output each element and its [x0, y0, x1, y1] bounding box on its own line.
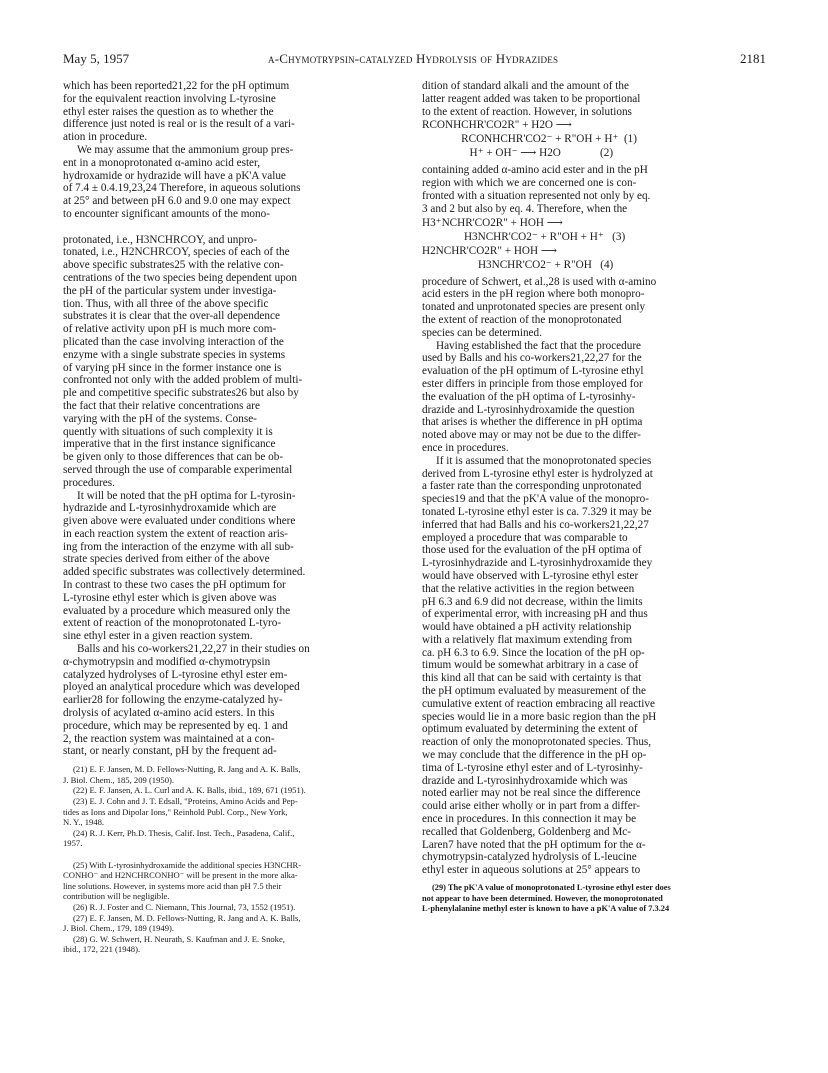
- footnote-line: tides as Ions and Dipolar Ions," Reinhold Publ. Corp., New York,: [63, 806, 288, 817]
- text-line: served through the use of comparable experimental: [63, 463, 293, 476]
- footnote-line: ibid., 172, 221 (1948).: [63, 944, 141, 955]
- text-line: varying with the pH of the systems. Conse-: [63, 412, 257, 425]
- text-line: those used for the evaluation of the pH optima of: [422, 544, 642, 557]
- footnote-line: J. Biol. Chem., 185, 209 (1950).: [63, 774, 175, 785]
- equation-line: H3⁺NCHR'CO2R" + HOH ⟶: [422, 216, 563, 229]
- text-line: to encounter significant amounts of the mono-: [63, 207, 270, 220]
- equation-line: RCONHCHR'CO2⁻ + R"OH + H⁺ (1): [422, 133, 637, 146]
- text-line: centrations of the two species being dependent upon: [63, 271, 297, 284]
- text-line: catalyzed hydrolyses of L-tyrosine ethyl ester em-: [63, 668, 288, 681]
- text-line: added specific substrates was collectively determined.: [63, 566, 306, 579]
- text-line: ing from the interaction of the enzyme with all sub-: [63, 540, 294, 553]
- footnote-line: (28) G. W. Schwert, H. Neurath, S. Kaufman and J. E. Snoke,: [73, 933, 285, 944]
- text-line: the fact that their relative concentrations are: [63, 399, 260, 412]
- footnote-line: J. Biol. Chem., 179, 189 (1949).: [63, 923, 175, 934]
- text-line: ent in a monoprotonated α-amino acid ester,: [63, 156, 261, 169]
- text-line: imperative that in the first instance significance: [63, 438, 276, 451]
- footnote-line: (26) R. J. Foster and C. Niemann, This Journal, 73, 1552 (1951).: [73, 901, 296, 912]
- text-line: for the equivalent reaction involving L-tyrosine: [63, 92, 276, 105]
- text-line: protonated, i.e., H3NCHRCOY, and unpro-: [63, 233, 257, 246]
- text-line: we may conclude that the difference in the pH op-: [422, 749, 647, 762]
- text-line: region with which we are concerned one is con-: [422, 177, 637, 190]
- text-line: which has been reported21,22 for the pH optimum: [63, 80, 290, 92]
- text-line: with a relatively flat maximum extending from: [422, 633, 633, 646]
- text-line: that the relative activities in the region between: [422, 582, 635, 595]
- text-line: strate species derived from either of the above: [63, 553, 270, 566]
- text-line: dition of standard alkali and the amount of the: [422, 80, 629, 92]
- text-line: earlier28 for following the enzyme-catalyzed hy-: [63, 694, 283, 707]
- text-line: ation in procedure.: [63, 131, 148, 144]
- text-line: species can be determined.: [422, 326, 542, 339]
- text-line: inferred that had Balls and his co-workers21,22,27: [422, 518, 649, 531]
- footnote-line: contribution will be negligible.: [63, 891, 170, 902]
- text-line: used by Balls and his co-workers21,22,27 for the: [422, 352, 642, 365]
- text-line: drazide and L-tyrosinhydroxamide the question: [422, 403, 635, 416]
- footnote-line: (25) With L-tyrosinhydroxamide the additional species H3NCHR-: [73, 859, 302, 870]
- text-line: optimum evaluated by determining the extent of: [422, 723, 638, 736]
- text-line: confronted not only with the added problem of multi-: [63, 374, 303, 387]
- left-footnotes: [63, 764, 409, 955]
- text-line: 2, the reaction system was maintained at a con-: [63, 732, 275, 745]
- text-line: Laren7 have noted that the pH optimum for the α-: [422, 838, 646, 851]
- text-line: ester differs in principle from those employed for: [422, 377, 643, 390]
- footnote-line: (21) E. F. Jansen, M. D. Fellows-Nutting, R. Jang and A. K. Balls,: [73, 764, 301, 775]
- left-column: [63, 80, 409, 1040]
- text-line: In contrast to these two cases the pH optimum for: [63, 579, 286, 592]
- text-line: plicated than the case involving interaction of the: [63, 335, 284, 348]
- equation-line: H⁺ + OH⁻ ⟶ H2O (2): [422, 147, 614, 160]
- text-line: procedures.: [63, 476, 115, 489]
- text-line: tonated L-tyrosine ethyl ester is ca. 7.329 it may be: [422, 505, 652, 518]
- text-line: quently with situations of such complexity it is: [63, 425, 273, 438]
- text-line: recalled that Goldenberg, Goldenberg and Mc-: [422, 825, 631, 838]
- text-line: of experimental error, with increasing pH and thus: [422, 608, 648, 621]
- footnote-line: N. Y., 1948.: [63, 817, 105, 828]
- text-line: substrates it is clear that the over-all dependence: [63, 310, 280, 323]
- text-line: that arises is whether the difference in pH optima: [422, 416, 643, 429]
- text-line: pH 6.3 and 6.9 did not decrease, within the limits: [422, 595, 643, 608]
- text-line: procedure of Schwert, et al.,28 is used with α-amino: [422, 275, 657, 288]
- footnote-line: (29) The pK'A value of monoprotonated L-tyrosine ethyl ester does: [432, 883, 671, 893]
- text-line: of 7.4 ± 0.4.19,23,24 Therefore, in aqueous solutions: [63, 182, 301, 195]
- text-line: ple and competitive specific substrates26 but also by: [63, 387, 299, 400]
- text-line: to the extent of reaction. However, in solutions: [422, 105, 632, 118]
- text-line: reaction of only the monoprotonated species. Thus,: [422, 736, 652, 749]
- equations-1-2: [422, 118, 768, 160]
- text-line: would have observed with L-tyrosine ethyl ester: [422, 569, 639, 582]
- right-footnotes: [422, 883, 768, 915]
- text-line: We may assume that the ammonium group pres-: [77, 143, 294, 156]
- text-line: ence in procedures.: [422, 441, 509, 454]
- text-line: 3 and 2 but also by eq. 4. Therefore, when the: [422, 202, 628, 215]
- text-line: hydroxamide or hydrazide will have a pK'A value: [63, 169, 286, 182]
- running-title: α-Chymotrypsin-catalyzed Hydrolysis of Hydrazides: [268, 51, 559, 66]
- right-column-mid: [422, 164, 768, 215]
- text-line: If it is assumed that the monoprotonated species: [436, 454, 652, 467]
- right-column-top: [422, 80, 768, 118]
- right-column: [422, 80, 768, 1040]
- text-line: derived from L-tyrosine ethyl ester is hydrolyzed at: [422, 467, 653, 480]
- text-line: sine ethyl ester in a given reaction system.: [63, 630, 253, 643]
- equation-line: H3NCHR'CO2⁻ + R"OH + H⁺ (3): [422, 230, 626, 243]
- text-line: the extent of reaction of the monoprotonated: [422, 313, 622, 326]
- text-line: ethyl ester raises the question as to whether the: [63, 105, 274, 118]
- text-line: [63, 221, 409, 234]
- left-column-body: [63, 80, 409, 758]
- text-line: timum would be somewhat arbitrary in a case of: [422, 659, 639, 672]
- footnote-line: L-phenylalanine methyl ester is known to have a pK'A value of 7.3.24: [422, 904, 670, 914]
- text-line: latter reagent added was taken to be proportional: [422, 92, 641, 105]
- text-line: could arise either wholly or in part from a differ-: [422, 800, 640, 813]
- text-line: Balls and his co-workers21,22,27 in their studies on: [77, 643, 310, 656]
- text-line: the pH optimum evaluated by measurement of the: [422, 685, 646, 698]
- equation-line: RCONHCHR'CO2R" + H2O ⟶: [422, 119, 572, 132]
- text-line: of relative activity upon pH is much more com-: [63, 323, 277, 336]
- text-line: containing added α-amino acid ester and in the pH: [422, 164, 648, 177]
- text-line: ence in procedures. In this connection it may be: [422, 813, 637, 826]
- footnote-line: (23) E. J. Cohn and J. T. Edsall, "Proteins, Amino Acids and Pep-: [73, 796, 298, 807]
- equation-line: H3NCHR'CO2⁻ + R"OH (4): [422, 258, 614, 271]
- text-line: hydrazide and L-tyrosinhydroxamide which are: [63, 502, 277, 515]
- footnote-line: line solutions. However, in systems more acid than pH 7.5 their: [63, 880, 282, 891]
- right-column-rest: [422, 276, 768, 877]
- footnote-line: 1957.: [63, 838, 83, 849]
- text-line: tima of L-tyrosine ethyl ester and of L-tyrosinhy-: [422, 761, 643, 774]
- text-line: drazide and L-tyrosinhydroxamide which was: [422, 774, 628, 787]
- footnote-line: not appear to have been determined. However, the monoprotonated: [422, 893, 663, 903]
- header-date: May 5, 1957: [63, 51, 130, 66]
- text-line: the pH of the particular system under investiga-: [63, 284, 277, 297]
- text-line: noted above may or may not be due to the differ-: [422, 429, 641, 442]
- text-line: species would lie in a more basic region than the pH: [422, 710, 657, 723]
- text-line: the evaluation of the pH optima of L-tyrosinhy-: [422, 390, 636, 403]
- text-line: drolysis of acylated α-amino acid esters. In this: [63, 707, 275, 720]
- text-line: fronted with a situation represented not only by eq.: [422, 189, 651, 202]
- text-line: noted earlier may not be real since the difference: [422, 787, 641, 800]
- text-line: given above were evaluated under conditions where: [63, 515, 296, 528]
- text-line: difference just noted is real or is the result of a vari-: [63, 118, 295, 131]
- equation-line: H2NCHR'CO2R" + HOH ⟶: [422, 244, 557, 257]
- footnote-line: (27) E. F. Jansen, M. D. Fellows-Nutting, R. Jang and A. K. Balls,: [73, 912, 301, 923]
- text-line: ca. pH 6.3 to 6.9. Since the location of the pH op-: [422, 646, 645, 659]
- text-line: acid esters in the pH region where both monopro-: [422, 288, 645, 301]
- text-line: tonated and unprotonated species are present only: [422, 301, 646, 314]
- text-line: of varying pH since in the former instance one is: [63, 361, 282, 374]
- text-line: It will be noted that the pH optima for L-tyrosin-: [77, 489, 296, 502]
- footnote-line: CONHO⁻ and H2NCHRCONHO⁻ will be present in the more alka-: [63, 870, 298, 881]
- page-number: 2181: [740, 51, 766, 66]
- text-line: chymotrypsin-catalyzed hydrolysis of L-leucine: [422, 851, 637, 864]
- equations-3-4: [422, 216, 768, 272]
- text-line: tonated, i.e., H2NCHRCOY, species of each of the: [63, 246, 290, 259]
- text-line: ployed an analytical procedure which was developed: [63, 681, 300, 694]
- text-line: procedure, which may be represented by eq. 1 and: [63, 719, 288, 732]
- text-line: above specific substrates25 with the relative con-: [63, 259, 284, 272]
- text-line: stant, or nearly constant, pH by the frequent ad-: [63, 745, 277, 758]
- footnote-line: [63, 849, 409, 860]
- text-line: this kind all that can be said with certainty is that: [422, 672, 642, 685]
- text-line: tion. Thus, with all three of the above specific: [63, 297, 269, 310]
- text-line: evaluated by a procedure which measured only the: [63, 604, 291, 617]
- text-line: employed a procedure that was comparable to: [422, 531, 628, 544]
- text-line: extent of reaction of the monoprotonated L-tyro-: [63, 617, 282, 630]
- text-line: enzyme with a single substrate species in systems: [63, 348, 286, 361]
- text-line: species19 and that the pK'A value of the monopro-: [422, 493, 649, 506]
- footnote-line: (22) E. F. Jansen, A. L. Curl and A. K. Balls, ibid., 189, 671 (1951).: [73, 785, 306, 796]
- text-line: ethyl ester in aqueous solutions at 25° appears to: [422, 864, 641, 877]
- text-line: Having established the fact that the procedure: [436, 339, 642, 352]
- text-line: α-chymotrypsin and modified α-chymotrypsin: [63, 655, 271, 668]
- text-line: at 25° and between pH 6.0 and 9.0 one may expect: [63, 195, 291, 208]
- text-line: cumulative extent of reaction embracing all reactive: [422, 697, 655, 710]
- footnote-line: (24) R. J. Kerr, Ph.D. Thesis, Calif. Inst. Tech., Pasadena, Calif.,: [73, 827, 295, 838]
- text-line: L-tyrosine ethyl ester which is given above was: [63, 591, 277, 604]
- text-line: be given only to those differences that can be ob-: [63, 451, 284, 464]
- text-line: L-tyrosinhydrazide and L-tyrosinhydroxamide they: [422, 557, 653, 570]
- text-line: in each reaction system the extent of reaction aris-: [63, 527, 288, 540]
- text-line: a faster rate than the corresponding unprotonated: [422, 480, 642, 493]
- text-line: would have obtained a pH activity relationship: [422, 621, 632, 634]
- text-line: evaluation of the pH optimum of L-tyrosine ethyl: [422, 365, 644, 378]
